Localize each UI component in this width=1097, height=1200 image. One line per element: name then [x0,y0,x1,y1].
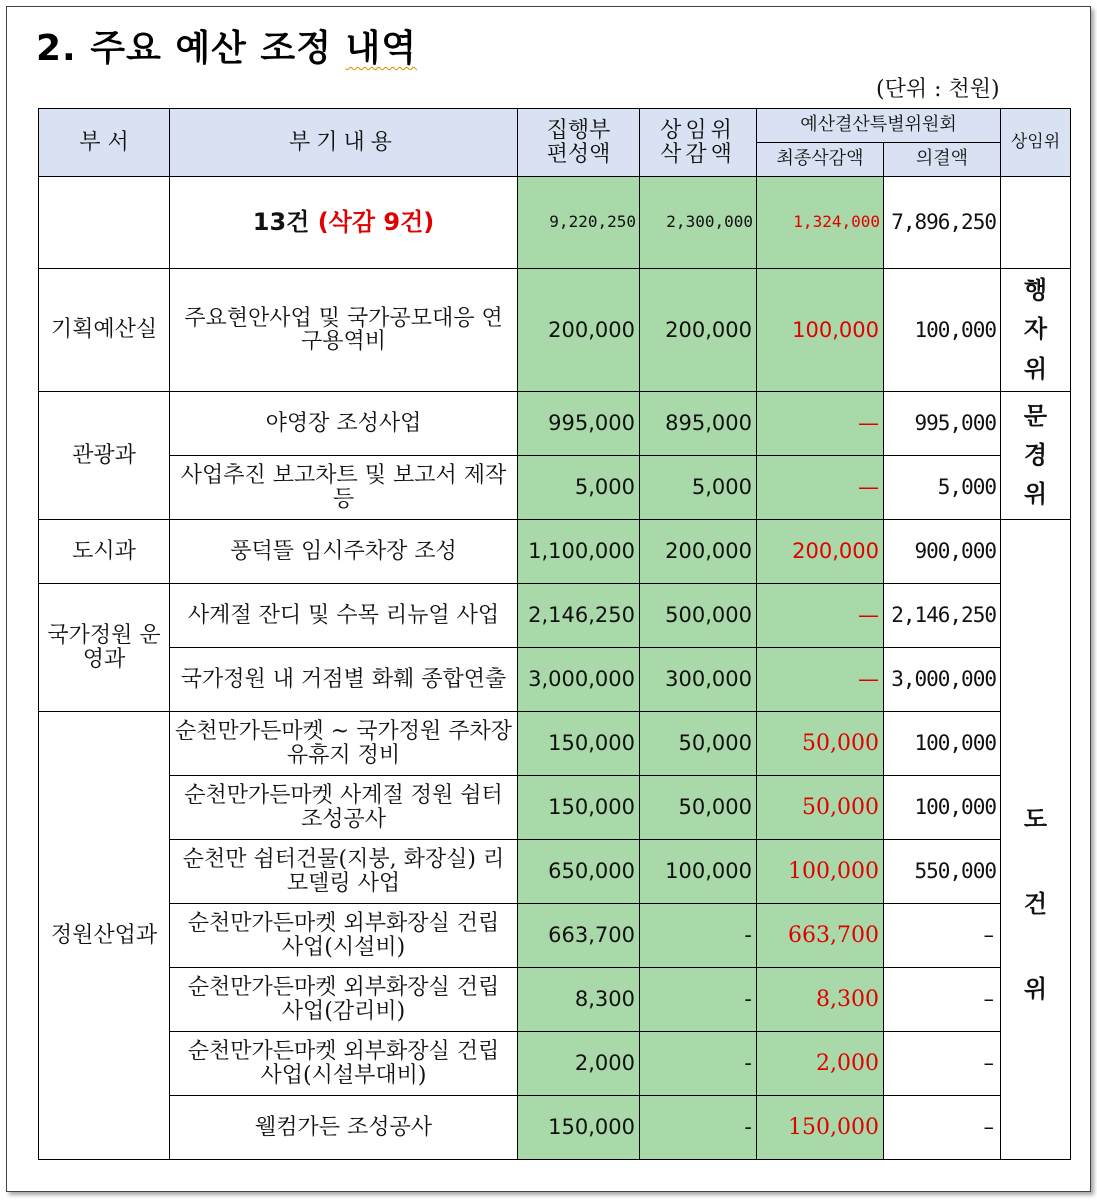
standing-cell: 200,000 [640,269,757,392]
exec-cell: 650,000 [518,840,640,904]
exec-cell: 150,000 [518,776,640,840]
final-cut-cell: 50,000 [757,712,884,776]
standing-cell: - [640,1032,757,1096]
dept-cell: 기획예산실 [39,269,170,392]
committee-mungyeong: 문 경 위 [1001,392,1071,520]
page-title: 2. 주요 예산 조정 내역 [36,28,418,69]
exec-cell: 2,146,250 [518,584,640,648]
final-cut-cell: 100,000 [757,840,884,904]
header-resolved: 의결액 [884,143,1001,177]
standing-cell: 5,000 [640,456,757,520]
exec-cell: 8,300 [518,968,640,1032]
exec-cell: 200,000 [518,269,640,392]
header-standing: 상임위 삭감액 [640,109,757,177]
resolved-cell: – [884,1096,1001,1160]
item-cell: 순천만가든마켓 외부화장실 건립 사업(시설비) [170,904,518,968]
total-exec: 9,220,250 [518,177,640,269]
table-row [39,1096,1071,1160]
standing-cell: 895,000 [640,392,757,456]
standing-cell: 200,000 [640,520,757,584]
table-row [39,584,1071,648]
table-row [39,904,1071,968]
resolved-cell: 100,000 [884,776,1001,840]
item-cell: 순천만가든마켓 외부화장실 건립 사업(시설부대비) [170,1032,518,1096]
resolved-cell: 550,000 [884,840,1001,904]
final-cut-cell: 50,000 [757,776,884,840]
exec-cell: 150,000 [518,1096,640,1160]
total-row [39,177,1071,269]
standing-cell: 300,000 [640,648,757,712]
exec-cell: 1,100,000 [518,520,640,584]
exec-cell: 995,000 [518,392,640,456]
table-row [39,648,1071,712]
item-cell: 야영장 조성사업 [170,392,518,456]
committee-dogeon: 도 건 위 [1001,520,1071,1160]
item-cell: 순천만가든마켓 외부화장실 건립 사업(감리비) [170,968,518,1032]
table-row [39,840,1071,904]
dept-cell: 정원산업과 [39,712,170,1160]
header-committee: 상임위 [1001,109,1071,177]
exec-cell: 663,700 [518,904,640,968]
item-cell: 풍덕뜰 임시주차장 조성 [170,520,518,584]
final-cut-cell: — [757,392,884,456]
item-cell: 사업추진 보고차트 및 보고서 제작 등 [170,456,518,520]
header-final-cut: 최종삭감액 [757,143,884,177]
exec-cell: 150,000 [518,712,640,776]
table-row [39,1032,1071,1096]
standing-cell: 50,000 [640,776,757,840]
final-cut-cell: 200,000 [757,520,884,584]
item-cell: 순천만 쉼터건물(지붕, 화장실) 리모델링 사업 [170,840,518,904]
table-row [39,520,1071,584]
table-row [39,712,1071,776]
exec-cell: 5,000 [518,456,640,520]
dept-cell: 도시과 [39,520,170,584]
committee-haengja: 행 자 위 [1001,269,1071,392]
final-cut-cell: — [757,584,884,648]
final-cut-cell: 663,700 [757,904,884,968]
resolved-cell: 100,000 [884,269,1001,392]
exec-cell: 3,000,000 [518,648,640,712]
standing-cell: 50,000 [640,712,757,776]
total-committee-cell [1001,177,1071,269]
total-dept-cell [39,177,170,269]
item-cell: 순천만가든마켓 사계절 정원 쉼터 조성공사 [170,776,518,840]
final-cut-cell: 8,300 [757,968,884,1032]
total-final-cut: 1,324,000 [757,177,884,269]
item-cell: 주요현안사업 및 국가공모대응 연구용역비 [170,269,518,392]
resolved-cell: 5,000 [884,456,1001,520]
total-standing: 2,300,000 [640,177,757,269]
header-special-committee: 예산결산특별위원회 [757,109,1001,143]
total-label: 13건 (삭감 9건) [170,177,518,269]
dept-cell: 국가정원 운영과 [39,584,170,712]
table-row [39,776,1071,840]
final-cut-cell: — [757,648,884,712]
total-resolved: 7,896,250 [884,177,1001,269]
resolved-cell: – [884,1032,1001,1096]
resolved-cell: 900,000 [884,520,1001,584]
item-cell: 순천만가든마켓 ~ 국가정원 주차장 유휴지 정비 [170,712,518,776]
budget-table [38,108,1071,1160]
table-row [39,456,1071,520]
unit-label: (단위 : 천원) [876,77,1000,102]
resolved-cell: – [884,904,1001,968]
exec-cell: 2,000 [518,1032,640,1096]
header-row [39,109,1071,143]
resolved-cell: – [884,968,1001,1032]
item-cell: 사계절 잔디 및 수목 리뉴얼 사업 [170,584,518,648]
standing-cell: - [640,968,757,1032]
standing-cell: 100,000 [640,840,757,904]
table-row [39,269,1071,392]
resolved-cell: 3,000,000 [884,648,1001,712]
standing-cell: 500,000 [640,584,757,648]
item-cell: 웰컴가든 조성공사 [170,1096,518,1160]
resolved-cell: 2,146,250 [884,584,1001,648]
header-dept: 부 서 [39,109,170,177]
header-exec: 집행부 편성액 [518,109,640,177]
dept-cell: 관광과 [39,392,170,520]
resolved-cell: 100,000 [884,712,1001,776]
standing-cell: - [640,904,757,968]
resolved-cell: 995,000 [884,392,1001,456]
table-row [39,392,1071,456]
final-cut-cell: — [757,456,884,520]
item-cell: 국가정원 내 거점별 화훼 종합연출 [170,648,518,712]
header-content: 부기내용 [170,109,518,177]
final-cut-cell: 150,000 [757,1096,884,1160]
standing-cell: - [640,1096,757,1160]
table-row [39,968,1071,1032]
final-cut-cell: 100,000 [757,269,884,392]
final-cut-cell: 2,000 [757,1032,884,1096]
